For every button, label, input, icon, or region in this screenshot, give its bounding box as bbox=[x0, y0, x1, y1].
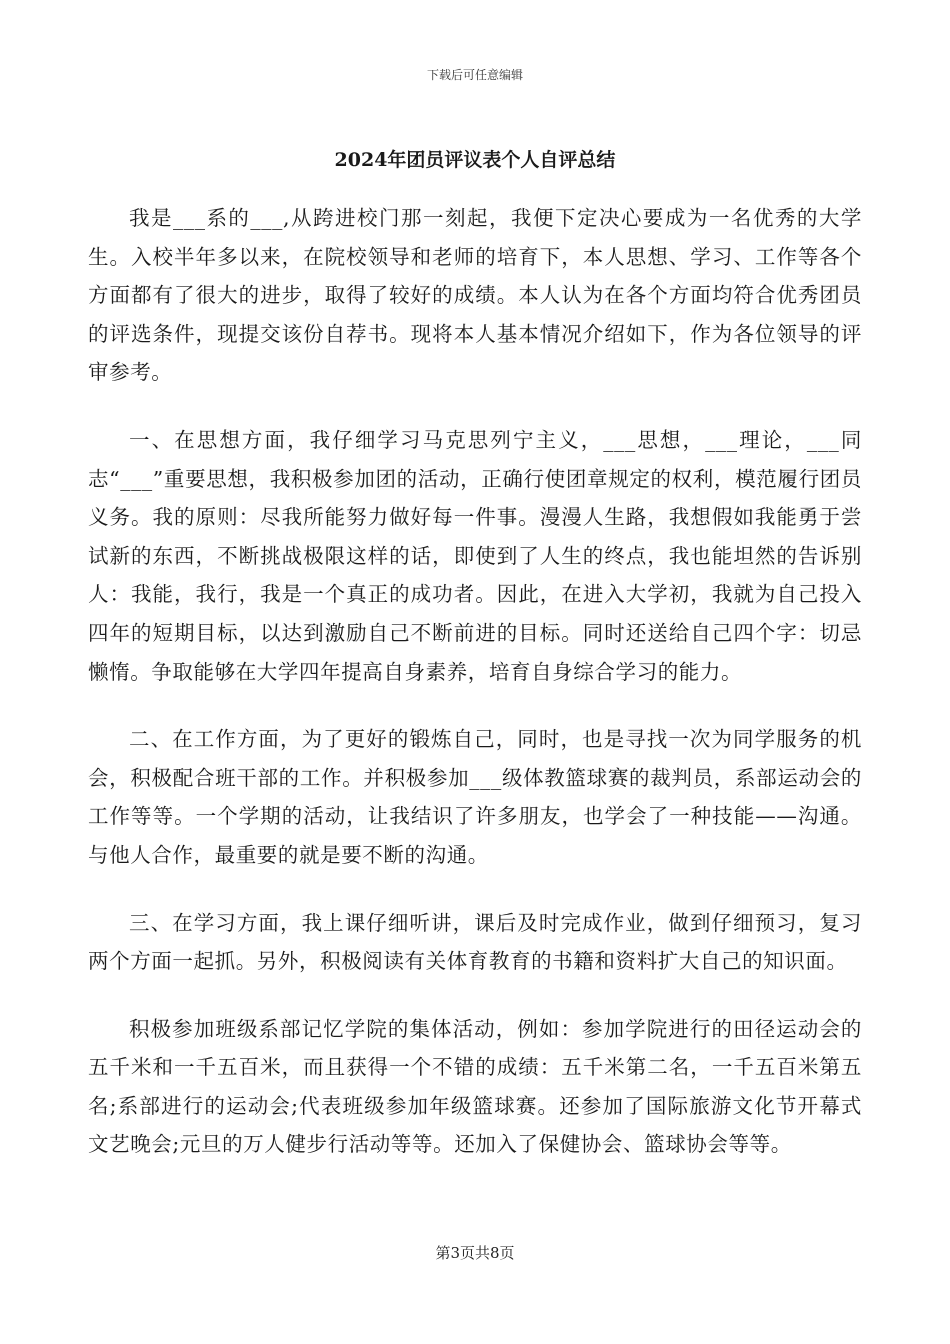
paragraph-activities: 积极参加班级系部记忆学院的集体活动，例如：参加学院进行的田径运动会的五千米和一千五百米，而且获得一个不错的成绩：五千米第二名，一千五百米第五名;系部进行的运动会;代表班级参加年级篮球赛。还参加了国际旅游文化节开幕式文艺晚会;元旦的万人健步行活动等等。还加入了保健协会、篮球协会等等。 bbox=[88, 1016, 862, 1157]
document-body bbox=[88, 199, 862, 1193]
page-number: 第3页共8页 bbox=[435, 1244, 515, 1262]
paragraph-work: 二、在工作方面，为了更好的锻炼自己，同时，也是寻找一次为同学服务的机会，积极配合班干部的工作。并积极参加___级体教篮球赛的裁判员，系部运动会的工作等等。一个学期的活动，让我结识了许多朋友，也学会了一种技能——沟通。与他人合作，最重要的就是要不断的沟通。 bbox=[88, 727, 862, 867]
paragraph-intro: 我是___系的___,从跨进校门那一刻起，我便下定决心要成为一名优秀的大学生。入校半年多以来，在院校领导和老师的培育下，本人思想、学习、工作等各个方面都有了很大的进步，取得了较好的成绩。本人认为在各个方面均符合优秀团员的评选条件，现提交该份自荐书。现将本人基本情况介绍如下，作为各位领导的评审参考。 bbox=[88, 206, 862, 385]
document-title: 2024年团员评议表个人自评总结 bbox=[334, 149, 616, 171]
paragraph-study: 三、在学习方面，我上课仔细听讲，课后及时完成作业，做到仔细预习，复习两个方面一起抓。另外，积极阅读有关体育教育的书籍和资料扩大自己的知识面。 bbox=[88, 910, 862, 974]
header-note: 下载后可任意编辑 bbox=[426, 68, 523, 82]
paragraph-thought: 一、在思想方面，我仔细学习马克思列宁主义，___思想，___理论，___同志“___”重要思想，我积极参加团的活动，正确行使团章规定的权利，模范履行团员义务。我的原则：尽我所能努力做好每一件事。漫漫人生路，我想假如我能勇于尝试新的东西，不断挑战极限这样的话，即使到了人生的终点，我也能坦然的告诉别人：我能，我行，我是一个真正的成功者。因此，在进入大学初，我就为自己投入四年的短期目标，以达到激励自己不断前进的目标。同时还送给自己四个字：切忌懒惰。争取能够在大学四年提高自身素养，培育自身综合学习的能力。 bbox=[88, 427, 862, 684]
